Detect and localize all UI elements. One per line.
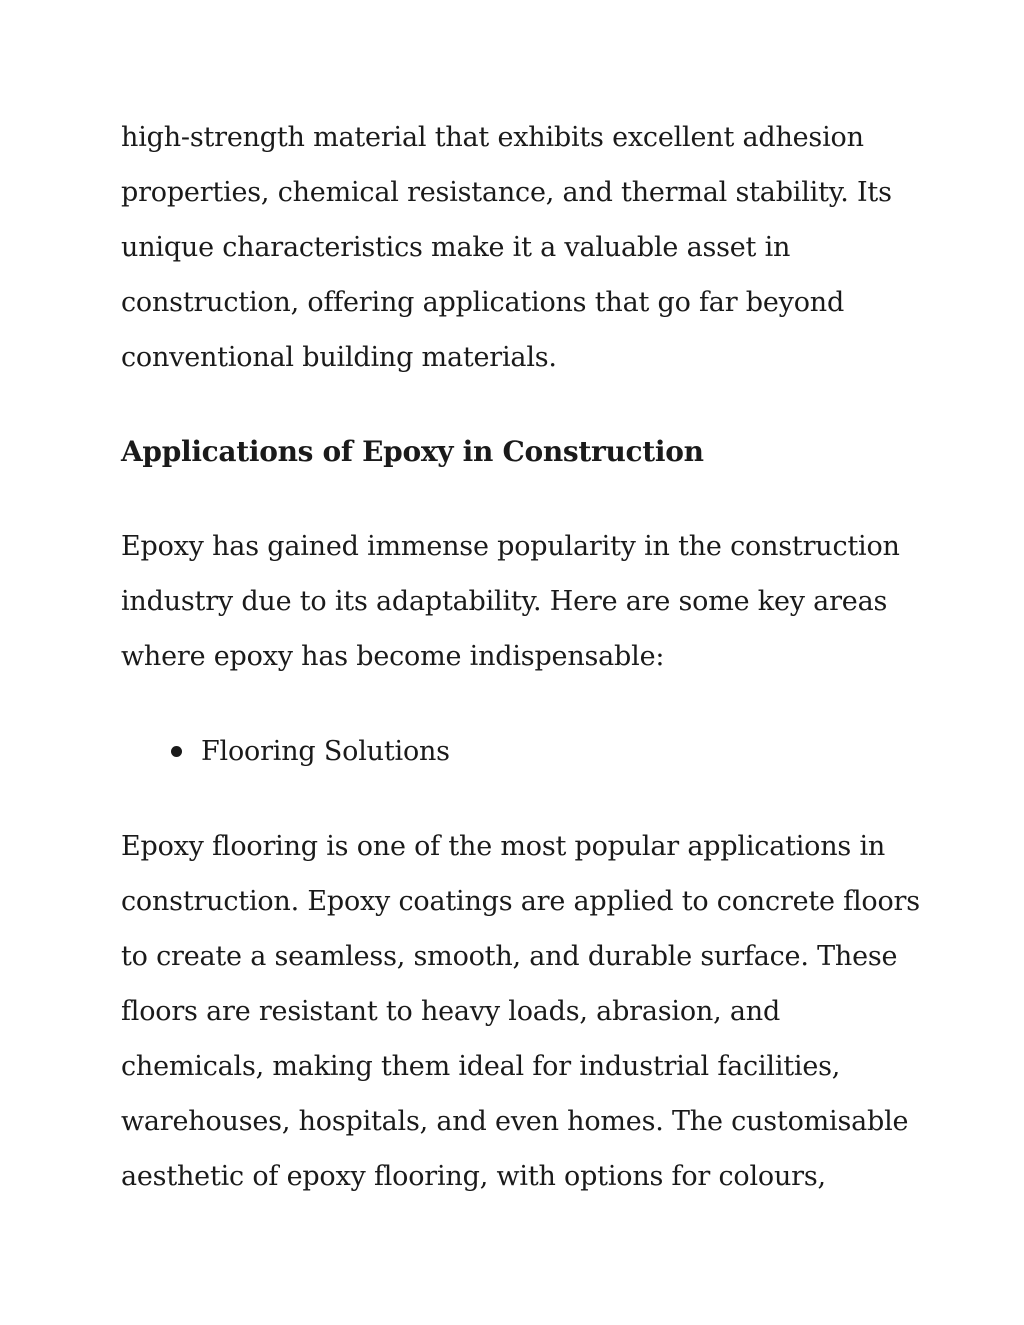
flooring-paragraph: Epoxy flooring is one of the most popular applications in construction. Epoxy coatings are applied to concrete floors to create a seamless, smooth, and durable surface. These floors are resistant to heavy loads, abrasion, and chemicals, making them ideal for industrial facilities, warehouses, hospitals, and even homes. The customisable aesthetic of epoxy flooring, with options for colours, [121,831,920,1192]
document-page [121,110,921,1204]
list-item [171,724,921,779]
intro-paragraph: high-strength material that exhibits excellent adhesion properties, chemical resistance, and thermal stability. Its unique characteristics make it a valuable asset in construction, offering applications that go far beyond conventional building materials. [121,122,892,373]
list-item-label: Flooring Solutions [201,736,450,767]
applications-intro-paragraph: Epoxy has gained immense popularity in the construction industry due to its adaptability. Here are some key areas where epoxy has become indispensable: [121,531,900,672]
section-heading: Applications of Epoxy in Construction [121,435,704,468]
bullet-list [121,724,921,779]
bullet-dot-icon [171,746,182,757]
